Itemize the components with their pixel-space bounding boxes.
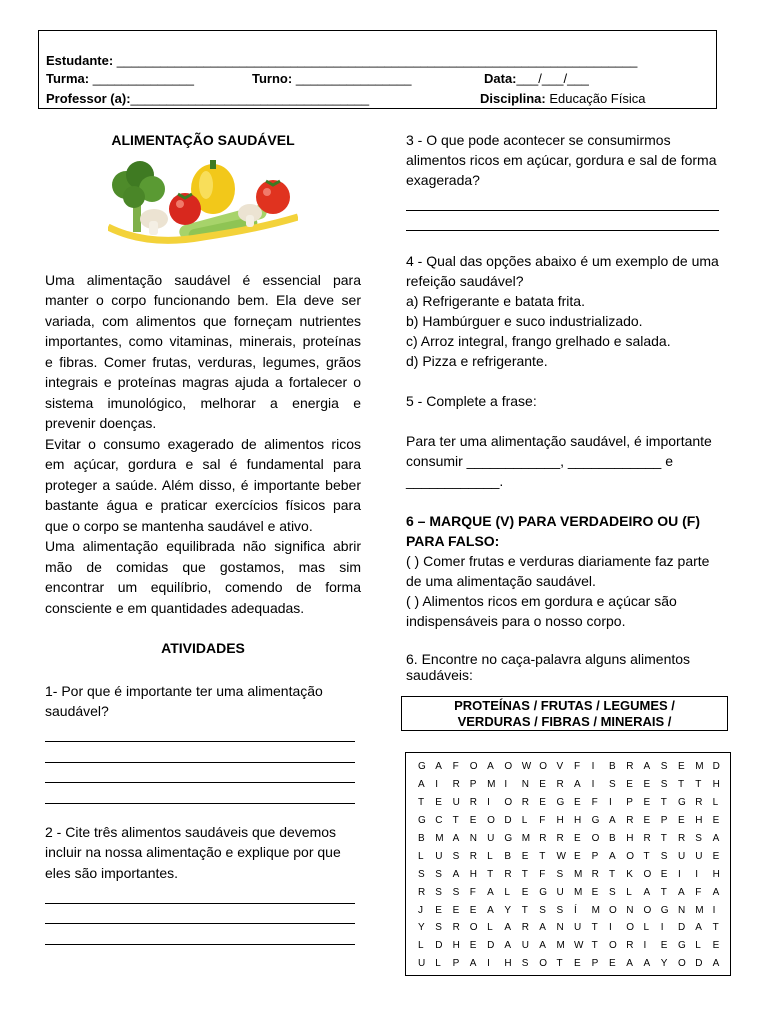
word-search-letter[interactable]: A <box>712 833 720 844</box>
word-search-letter[interactable]: F <box>469 886 476 898</box>
word-search-letter[interactable]: S <box>435 886 442 898</box>
word-search-letter[interactable]: U <box>678 850 686 862</box>
true-false-item-2[interactable]: ( ) Alimentos ricos em gordura e açúcar são indispensáveis para o nosso corpo. <box>406 593 677 629</box>
word-search-letter[interactable]: A <box>418 779 425 791</box>
word-search-letter[interactable]: T <box>678 779 685 791</box>
word-search-letter[interactable]: R <box>418 886 426 898</box>
shift-label: Turno: <box>252 71 293 86</box>
word-search-letter[interactable]: R <box>695 797 703 809</box>
word-search-letter[interactable]: O <box>487 815 495 827</box>
word-search-letter[interactable]: I <box>695 868 699 880</box>
word-search-letter[interactable]: H <box>695 815 703 827</box>
word-search-letter[interactable]: G <box>660 904 669 916</box>
word-search-letter[interactable]: H <box>556 815 564 827</box>
word-search-letter[interactable]: D <box>504 815 512 827</box>
word-search-letter[interactable]: O <box>539 958 548 970</box>
word-search-letter[interactable]: E <box>712 815 720 827</box>
question-4: 4 - Qual das opções abaixo é um exemplo de uma refeição saudável? <box>406 253 719 289</box>
intro-paragraph-2: Evitar o consumo exagerado de alimentos ricos em açúcar, gordura e sal é fundamental para proteger a saúde. Além disso, é importante beber bastante água e praticar exercícios físicos para que o corpo se mantenha saudável e ativo. <box>45 435 361 534</box>
word-search-letter[interactable]: E <box>574 833 581 844</box>
word-search-letter[interactable]: O <box>469 761 478 773</box>
word-search-letter[interactable]: A <box>539 940 546 952</box>
word-search-letter[interactable]: S <box>695 833 702 844</box>
word-search-letter[interactable]: T <box>608 868 616 880</box>
word-search-letter[interactable]: W <box>574 940 584 952</box>
shift-row <box>252 71 412 87</box>
word-search-letter[interactable]: G <box>591 815 600 827</box>
word-search-letter[interactable]: L <box>643 922 650 934</box>
question-6-title: 6 – MARQUE (V) PARA VERDADEIRO OU (F) PARA FALSO: <box>406 513 701 549</box>
word-search-letter[interactable]: D <box>695 958 703 970</box>
word-search-letter[interactable]: P <box>591 850 599 862</box>
word-search-letter[interactable]: T <box>660 886 667 898</box>
word-search-letter[interactable]: S <box>556 868 564 880</box>
class-label: Turma: <box>46 71 90 86</box>
word-search-letter[interactable]: I <box>435 779 439 791</box>
word-search-letter[interactable]: F <box>452 761 459 773</box>
word-search-letter[interactable]: G <box>678 940 686 952</box>
subject-row <box>480 91 645 107</box>
tomato-icon <box>169 193 201 225</box>
word-search-letter[interactable]: U <box>695 850 703 862</box>
word-search-letter[interactable]: E <box>469 815 477 827</box>
word-list-line-1: PROTEÍNAS / FRUTAS / LEGUMES / <box>454 698 675 713</box>
word-search-letter[interactable]: E <box>712 940 720 952</box>
word-search-letter[interactable]: T <box>660 833 667 844</box>
word-search-letter[interactable]: E <box>643 815 651 827</box>
word-search-table[interactable] <box>418 758 730 973</box>
word-search-letter[interactable]: T <box>556 958 563 970</box>
word-search-letter[interactable]: Y <box>418 922 425 934</box>
word-search-letter[interactable]: A <box>712 958 720 970</box>
word-search-letter[interactable]: A <box>452 833 460 844</box>
vegetables-illustration <box>108 157 298 247</box>
word-search-letter[interactable]: R <box>626 940 634 952</box>
word-search-letter[interactable]: I <box>608 797 612 809</box>
word-search-letter[interactable]: O <box>678 958 686 970</box>
word-search-letter[interactable]: I <box>487 797 490 809</box>
word-search-letter[interactable]: H <box>469 868 478 880</box>
word-search-letter[interactable]: T <box>591 940 598 952</box>
word-search-letter[interactable]: H <box>452 940 460 952</box>
word-search-letter[interactable]: E <box>643 779 651 791</box>
question-5: 5 - Complete a frase: <box>406 393 537 409</box>
word-search-letter[interactable]: I <box>591 761 595 773</box>
word-search-row <box>418 776 730 794</box>
word-search-letter[interactable]: U <box>574 922 582 934</box>
word-search-letter[interactable]: S <box>452 886 460 898</box>
word-search-letter[interactable]: G <box>556 797 565 809</box>
word-search-letter[interactable]: A <box>539 922 546 934</box>
word-search-letter[interactable]: T <box>643 850 650 862</box>
intro-paragraph-1: Uma alimentação saudável é essencial para manter o corpo funcionando bem. Ela deve ser variada, com alimentos que forneçam nutrientes importantes, como vitaminas, minerais, proteínas e fibras. Comer frutas, verduras, legumes, grãos integrais e proteínas magras ajuda a fortalecer o sistema imunológico, melhorar a energia e prevenir doenças. <box>45 271 361 431</box>
word-search-letter[interactable]: N <box>521 779 529 791</box>
word-search-letter[interactable]: D <box>712 761 720 773</box>
question-5-sentence[interactable]: Para ter uma alimentação saudável, é importante consumir ____________, ____________ e ____________. <box>406 433 712 489</box>
option-d[interactable]: d) Pizza e refrigerante. <box>406 353 548 369</box>
word-search-grid[interactable] <box>405 752 731 976</box>
word-search-letter[interactable]: R <box>504 868 512 880</box>
word-search-letter[interactable]: T <box>521 904 528 916</box>
activities-title: ATIVIDADES <box>161 640 245 656</box>
word-search-letter[interactable]: I <box>678 868 681 880</box>
date-field[interactable]: ___/___/___ <box>516 71 589 86</box>
word-search-letter[interactable]: S <box>521 958 529 970</box>
student-field[interactable]: ________________________________________________________________________ <box>116 53 638 68</box>
word-search-letter[interactable]: Y <box>660 958 668 970</box>
word-search-letter[interactable]: F <box>591 797 598 809</box>
date-label: Data: <box>484 71 517 86</box>
word-search-letter[interactable]: I <box>712 904 716 916</box>
class-field[interactable]: ______________ <box>92 71 194 86</box>
word-search-letter[interactable]: I <box>487 958 490 970</box>
word-search-row <box>418 794 730 812</box>
word-search-letter[interactable]: A <box>469 958 477 970</box>
word-search-letter[interactable]: N <box>556 922 564 934</box>
right-column <box>406 130 722 683</box>
word-search-letter[interactable]: E <box>539 779 546 791</box>
word-search-letter[interactable]: G <box>418 815 426 827</box>
word-search-letter[interactable]: N <box>626 904 634 916</box>
word-search-letter[interactable]: R <box>678 833 686 844</box>
word-search-letter[interactable]: U <box>418 958 426 970</box>
word-search-letter[interactable]: A <box>643 958 651 970</box>
question-3: 3 - O que pode acontecer se consumirmos alimentos ricos em açúcar, gordura e sal de forma exagerada? <box>406 132 717 188</box>
word-search-letter[interactable]: P <box>591 958 599 970</box>
word-search-letter[interactable]: Í <box>574 904 577 916</box>
word-search-letter[interactable]: E <box>660 940 668 952</box>
word-search-letter[interactable]: O <box>504 761 513 773</box>
word-search-letter[interactable]: M <box>435 833 444 844</box>
word-search-letter[interactable]: R <box>452 779 460 791</box>
word-search-letter[interactable]: U <box>452 797 460 809</box>
word-search-letter[interactable]: P <box>469 779 477 791</box>
word-search-row <box>418 937 730 955</box>
word-search-letter[interactable]: V <box>556 761 564 773</box>
word-search-letter[interactable]: A <box>452 868 460 880</box>
word-search-letter[interactable]: B <box>608 833 616 844</box>
word-search-letter[interactable]: M <box>574 868 583 880</box>
word-search-letter[interactable]: F <box>539 815 546 827</box>
word-search-letter[interactable]: J <box>418 904 423 916</box>
word-search-letter[interactable]: A <box>626 958 633 970</box>
question-2: 2 - Cite três alimentos saudáveis que devemos incluir na nossa alimentação e explique por que eles são importantes. <box>45 823 341 881</box>
subject-value: Educação Física <box>549 91 646 106</box>
word-search-letter[interactable]: F <box>574 761 581 773</box>
word-search-letter[interactable]: P <box>626 797 633 809</box>
option-a[interactable]: a) Refrigerante e batata frita. <box>406 293 585 309</box>
word-search-letter[interactable]: E <box>539 797 546 809</box>
word-search-letter[interactable]: A <box>712 886 720 898</box>
word-search-letter[interactable]: E <box>574 850 581 862</box>
word-search-letter[interactable]: T <box>521 868 528 880</box>
teacher-row <box>46 91 369 107</box>
word-search-letter[interactable]: O <box>608 940 617 952</box>
word-search-letter[interactable]: O <box>608 904 617 916</box>
word-search-letter[interactable]: E <box>626 779 633 791</box>
page-title: ALIMENTAÇÃO SAUDÁVEL <box>111 132 295 148</box>
word-search-letter[interactable]: Y <box>504 904 512 916</box>
word-search-letter[interactable]: E <box>469 940 477 952</box>
word-search-letter[interactable]: H <box>712 779 720 791</box>
word-search-letter[interactable]: T <box>660 797 667 809</box>
date-row <box>484 71 589 87</box>
word-search-letter[interactable]: E <box>469 904 477 916</box>
answer-lines-q1[interactable] <box>45 722 361 804</box>
word-search-letter[interactable]: G <box>678 797 686 809</box>
word-search-letter[interactable]: S <box>435 868 442 880</box>
word-search-letter[interactable]: A <box>487 886 494 898</box>
word-search-letter[interactable]: E <box>678 815 685 827</box>
word-search-row <box>418 758 730 776</box>
word-list-box <box>401 696 728 731</box>
answer-lines-q2[interactable] <box>45 883 361 945</box>
word-search-letter[interactable]: T <box>591 922 598 934</box>
word-search-letter[interactable]: R <box>643 833 651 844</box>
word-search-letter[interactable]: I <box>591 779 595 791</box>
word-search-row <box>418 919 730 937</box>
subject-label: Disciplina: <box>480 91 546 106</box>
word-search-letter[interactable]: I <box>608 922 612 934</box>
word-search-row <box>418 812 730 830</box>
word-search-letter[interactable]: A <box>695 922 702 934</box>
word-search-letter[interactable]: R <box>452 922 460 934</box>
word-search-letter[interactable]: S <box>608 779 616 791</box>
word-search-letter[interactable]: B <box>608 761 616 773</box>
word-search-letter[interactable]: S <box>418 868 425 880</box>
word-search-letter[interactable]: L <box>418 850 424 862</box>
word-search-letter[interactable]: B <box>504 850 512 862</box>
word-search-letter[interactable]: M <box>695 761 704 773</box>
word-search-letter[interactable]: N <box>469 833 478 844</box>
word-search-letter[interactable]: R <box>556 833 564 844</box>
word-search-letter[interactable]: E <box>521 886 529 898</box>
student-label: Estudante: <box>46 53 114 68</box>
word-search-letter[interactable]: W <box>556 850 566 862</box>
word-search-letter[interactable]: S <box>608 886 616 898</box>
word-search-letter[interactable]: E <box>591 886 599 898</box>
word-search-letter[interactable]: S <box>435 922 442 934</box>
word-search-letter[interactable]: M <box>521 833 531 844</box>
word-search-letter[interactable]: M <box>574 886 583 898</box>
word-search-letter[interactable]: G <box>539 886 548 898</box>
word-search-letter[interactable]: E <box>452 904 460 916</box>
word-search-letter[interactable]: S <box>660 850 668 862</box>
word-search-letter[interactable]: O <box>643 904 652 916</box>
word-search-letter[interactable]: T <box>418 797 425 809</box>
word-search-letter[interactable]: N <box>678 904 686 916</box>
intro-paragraph-3: Uma alimentação equilibrada não significa abrir mão de comidas que gostamos, mas sim encontrar um equilíbrio, comendo de forma consciente e em quantidades adequadas. <box>45 538 361 616</box>
word-search-row <box>418 865 730 883</box>
word-search-letter[interactable]: O <box>626 850 634 862</box>
word-search-letter[interactable]: M <box>591 904 600 916</box>
teacher-field[interactable]: _________________________________ <box>130 91 370 106</box>
word-search-letter[interactable]: R <box>591 868 599 880</box>
word-search-letter[interactable]: E <box>521 850 529 862</box>
word-search-letter[interactable]: E <box>435 904 442 916</box>
word-search-letter[interactable]: C <box>435 815 443 827</box>
word-search-letter[interactable]: S <box>452 850 460 862</box>
word-search-letter[interactable]: E <box>608 958 616 970</box>
word-search-letter[interactable]: M <box>556 940 565 952</box>
word-search-letter[interactable]: P <box>660 815 668 827</box>
word-search-letter[interactable]: E <box>574 958 581 970</box>
word-search-letter[interactable]: A <box>608 850 616 862</box>
word-search-letter[interactable]: B <box>418 833 425 844</box>
word-search-letter[interactable]: O <box>539 761 548 773</box>
word-search-row <box>418 883 730 901</box>
word-search-letter[interactable]: O <box>591 833 600 844</box>
word-search-letter[interactable]: A <box>608 815 616 827</box>
answer-lines-q3[interactable] <box>406 190 722 231</box>
word-search-letter[interactable]: R <box>556 779 564 791</box>
word-search-letter[interactable]: L <box>504 886 510 898</box>
word-search-letter[interactable]: A <box>678 886 685 898</box>
word-search-letter[interactable]: E <box>435 797 442 809</box>
word-search-letter[interactable]: L <box>435 958 441 970</box>
left-column <box>45 130 361 945</box>
word-search-letter[interactable]: A <box>643 761 651 773</box>
word-search-letter[interactable]: W <box>521 761 532 773</box>
word-search-letter[interactable]: D <box>435 940 443 952</box>
word-search-letter[interactable]: L <box>521 815 528 827</box>
word-search-letter[interactable]: A <box>504 922 512 934</box>
word-search-letter[interactable]: S <box>539 904 546 916</box>
word-search-letter[interactable]: R <box>469 850 478 862</box>
word-search-row <box>418 847 730 865</box>
option-c[interactable]: c) Arroz integral, frango grelhado e salada. <box>406 333 671 349</box>
word-search-letter[interactable]: L <box>712 797 719 809</box>
word-search-letter[interactable]: A <box>643 886 651 898</box>
student-row <box>46 53 637 69</box>
word-search-letter[interactable]: L <box>418 940 424 952</box>
word-search-letter[interactable]: R <box>626 815 634 827</box>
question-7: 6. Encontre no caça-palavra alguns alimentos saudáveis: <box>406 651 691 683</box>
word-search-letter[interactable]: O <box>643 868 652 880</box>
word-search-letter[interactable]: T <box>452 815 459 827</box>
word-search-letter[interactable]: F <box>695 886 702 898</box>
word-search-letter[interactable]: A <box>504 940 512 952</box>
word-search-letter[interactable]: A <box>574 779 581 791</box>
word-list-line-2: VERDURAS / FIBRAS / MINERAIS / <box>457 714 672 729</box>
question-1: 1- Por que é importante ter uma alimentação saudável? <box>45 682 323 719</box>
teacher-label: Professor (a): <box>46 91 131 106</box>
tomato-icon <box>256 180 290 214</box>
word-search-letter[interactable]: F <box>539 868 546 880</box>
word-search-letter[interactable]: T <box>487 868 494 880</box>
word-search-letter[interactable]: D <box>678 922 686 934</box>
word-search-letter[interactable]: T <box>712 922 719 934</box>
word-search-letter[interactable]: R <box>539 833 547 844</box>
word-search-letter[interactable]: R <box>521 797 529 809</box>
word-search-letter[interactable]: H <box>574 815 582 827</box>
word-search-letter[interactable]: S <box>660 761 668 773</box>
word-search-letter[interactable]: U <box>556 886 564 898</box>
shift-field[interactable]: ________________ <box>295 71 412 86</box>
word-search-letter[interactable]: U <box>487 833 495 844</box>
word-search-letter[interactable]: G <box>504 833 513 844</box>
word-search-letter[interactable]: R <box>469 797 478 809</box>
word-search-letter[interactable]: L <box>695 940 701 952</box>
word-search-row <box>418 901 730 919</box>
word-search-letter[interactable]: E <box>660 868 668 880</box>
word-search-letter[interactable]: A <box>435 761 442 773</box>
word-search-letter[interactable]: K <box>626 868 633 880</box>
word-search-letter[interactable]: E <box>574 797 581 809</box>
word-search-letter[interactable]: T <box>539 850 546 862</box>
true-false-item-1[interactable]: ( ) Comer frutas e verduras diariamente faz parte de uma alimentação saudável. <box>406 553 710 589</box>
word-search-letter[interactable]: D <box>487 940 495 952</box>
word-search-letter[interactable]: T <box>695 779 702 791</box>
option-b[interactable]: b) Hambúrguer e suco industrializado. <box>406 313 643 329</box>
word-search-letter[interactable]: M <box>487 779 496 791</box>
word-search-letter[interactable]: H <box>626 833 634 844</box>
header-box <box>38 30 717 109</box>
word-search-letter[interactable]: E <box>678 761 685 773</box>
word-search-letter[interactable]: H <box>712 868 720 880</box>
word-search-letter[interactable]: G <box>418 761 426 773</box>
word-search-letter[interactable]: S <box>556 904 564 916</box>
word-search-letter[interactable]: E <box>643 797 651 809</box>
word-search-letter[interactable]: I <box>660 922 664 934</box>
word-search-row <box>418 830 730 848</box>
word-search-letter[interactable]: H <box>504 958 512 970</box>
word-search-letter[interactable]: A <box>487 904 494 916</box>
word-search-letter[interactable]: I <box>643 940 647 952</box>
word-search-letter[interactable]: I <box>504 779 508 791</box>
word-search-letter[interactable]: L <box>487 922 493 934</box>
word-search-letter[interactable]: M <box>695 904 704 916</box>
word-search-letter[interactable]: O <box>626 922 634 934</box>
word-search-letter[interactable]: L <box>626 886 632 898</box>
word-search-letter[interactable]: S <box>660 779 668 791</box>
word-search-letter[interactable]: U <box>521 940 529 952</box>
class-row <box>46 71 194 87</box>
word-search-letter[interactable]: L <box>487 850 493 862</box>
word-search-letter[interactable]: E <box>712 850 720 862</box>
word-search-letter[interactable]: U <box>435 850 443 862</box>
word-search-row <box>418 955 730 973</box>
word-search-letter[interactable]: O <box>469 922 478 934</box>
word-search-letter[interactable]: R <box>521 922 529 934</box>
word-search-letter[interactable]: R <box>626 761 634 773</box>
word-search-letter[interactable]: P <box>452 958 460 970</box>
word-search-letter[interactable]: O <box>504 797 513 809</box>
word-search-letter[interactable]: A <box>487 761 494 773</box>
